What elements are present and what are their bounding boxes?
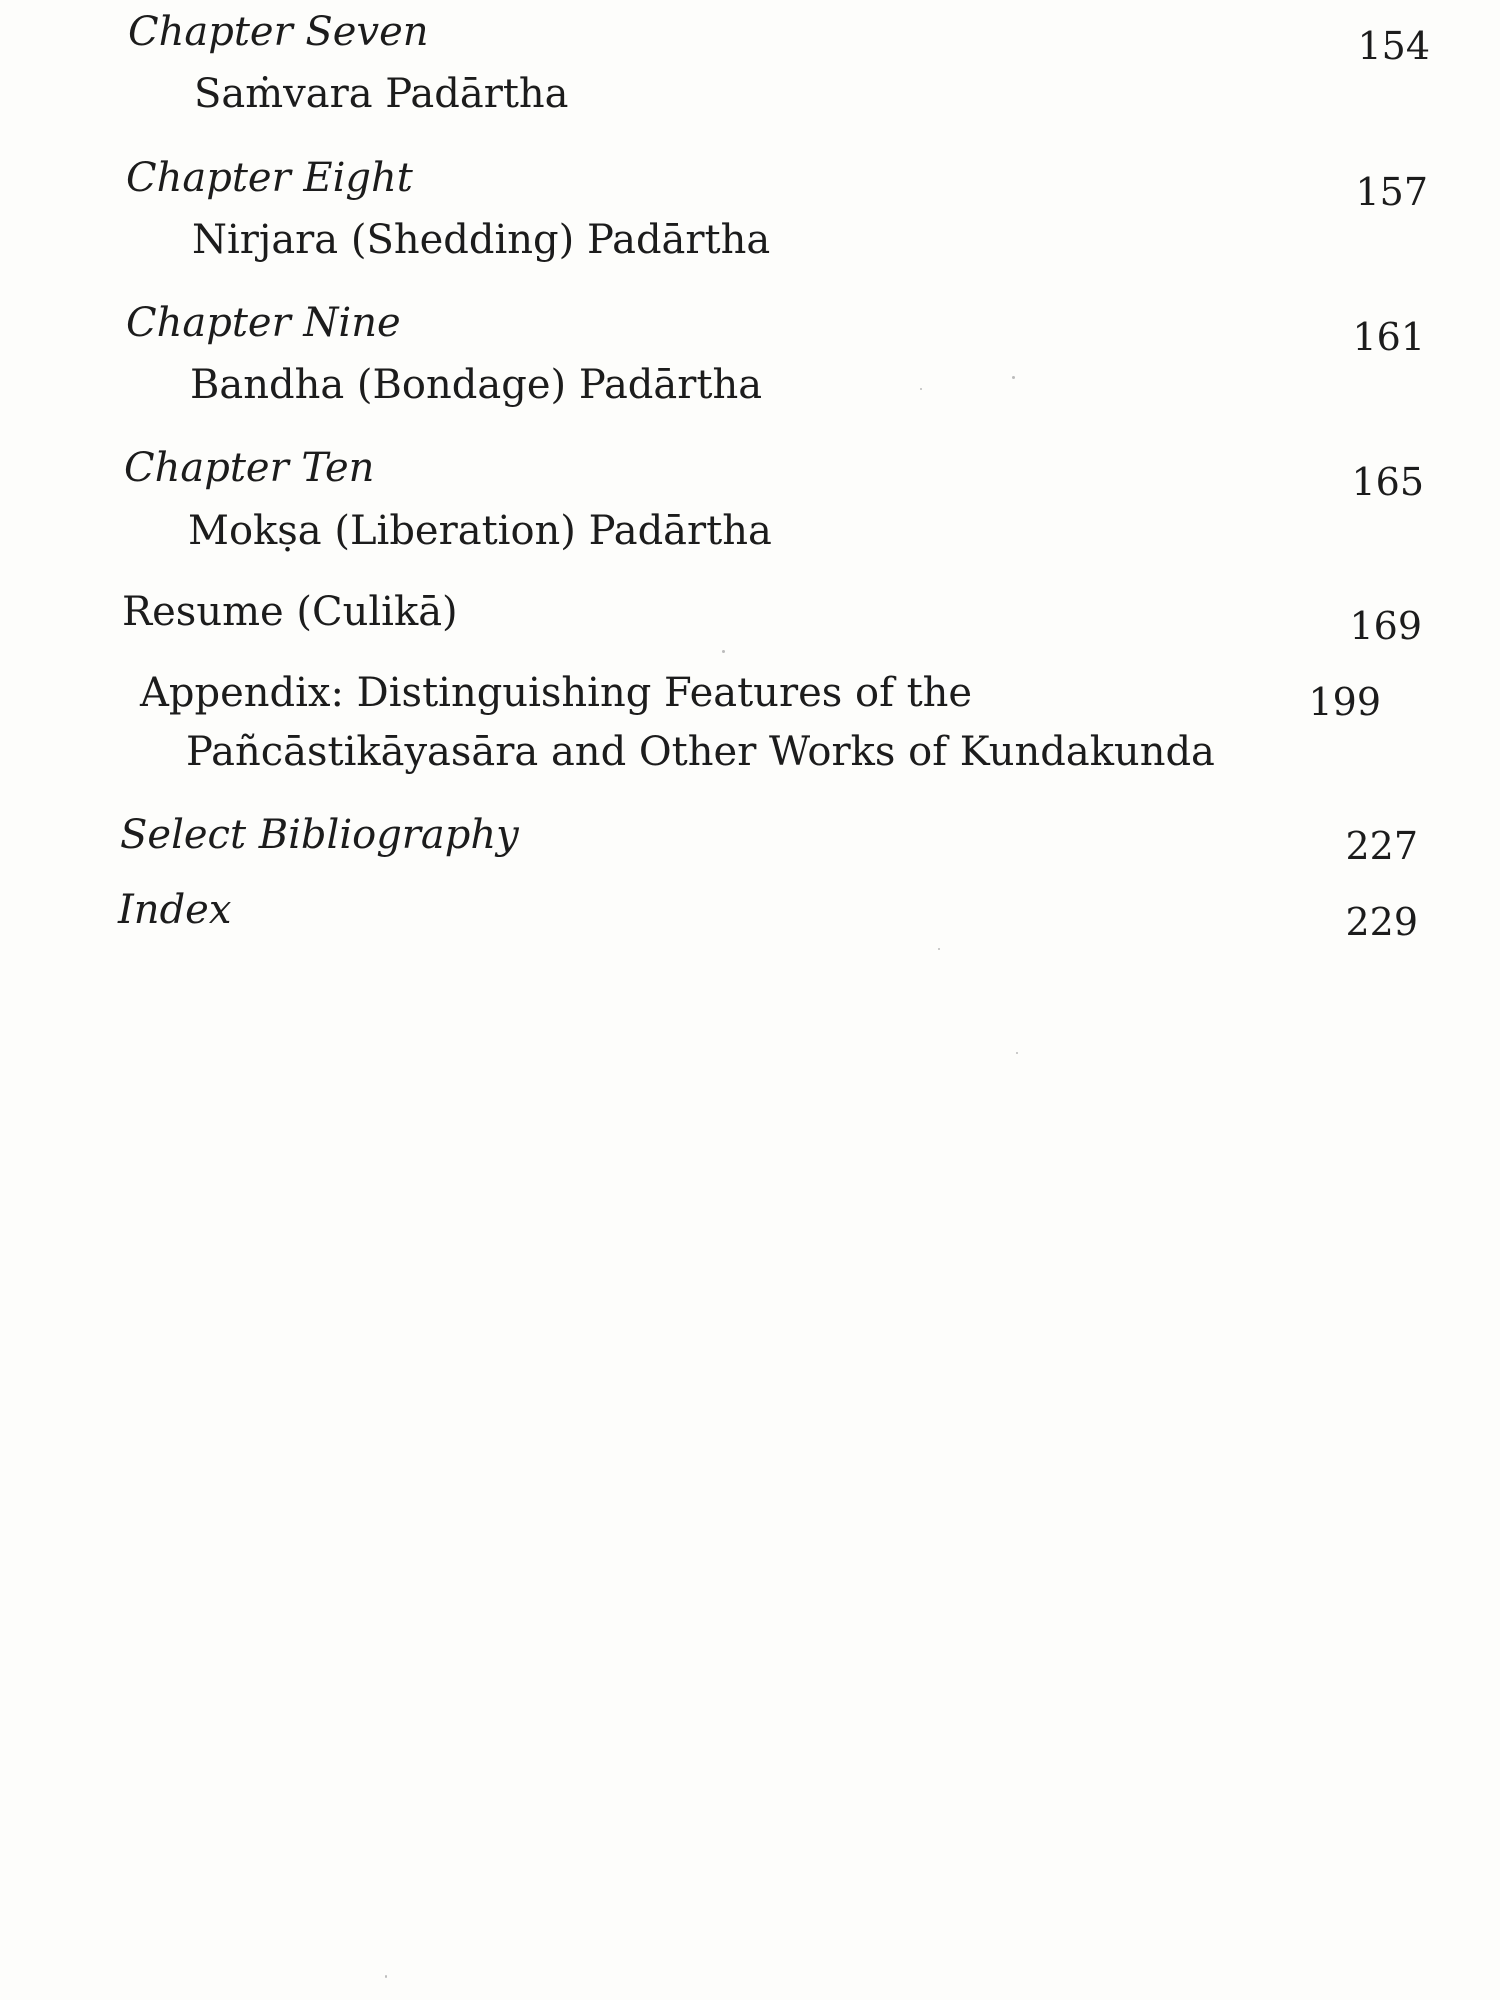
- toc-heading-index: Index: [118, 887, 232, 933]
- scan-speck: [722, 650, 725, 653]
- toc-page-appendix: 199: [1308, 680, 1381, 724]
- toc-subtitle-chapter-eight: Nirjara (Shedding) Padārtha: [192, 217, 771, 263]
- toc-page-chapter-nine: 161: [1352, 315, 1425, 359]
- scan-speck: [1016, 1052, 1018, 1054]
- scan-speck: [938, 948, 940, 950]
- toc-subtitle-chapter-ten: Mokṣa (Liberation) Padārtha: [188, 508, 772, 554]
- toc-page-chapter-seven: 154: [1357, 24, 1430, 68]
- toc-subtitle-appendix: Pañcāstikāyasāra and Other Works of Kundakunda: [186, 729, 1215, 775]
- toc-heading-appendix: Appendix: Distinguishing Features of the: [140, 670, 973, 716]
- toc-heading-resume: Resume (Culikā): [122, 589, 458, 635]
- toc-heading-chapter-nine: Chapter Nine: [126, 300, 401, 346]
- toc-page-chapter-ten: 165: [1351, 460, 1424, 504]
- toc-heading-chapter-ten: Chapter Ten: [124, 445, 375, 491]
- toc-heading-chapter-seven: Chapter Seven: [128, 9, 429, 55]
- toc-page-index: 229: [1345, 900, 1418, 944]
- toc-heading-bibliography: Select Bibliography: [120, 812, 519, 858]
- scan-speck: [385, 1975, 387, 1978]
- toc-page-bibliography: 227: [1345, 824, 1418, 868]
- toc-heading-chapter-eight: Chapter Eight: [126, 155, 413, 201]
- toc-page-chapter-eight: 157: [1355, 170, 1428, 214]
- toc-subtitle-chapter-nine: Bandha (Bondage) Padārtha: [190, 362, 763, 408]
- toc-page-resume: 169: [1349, 604, 1422, 648]
- toc-subtitle-chapter-seven: Saṁvara Padārtha: [194, 71, 569, 117]
- scan-speck: [1012, 376, 1015, 379]
- scan-speck: [920, 388, 922, 390]
